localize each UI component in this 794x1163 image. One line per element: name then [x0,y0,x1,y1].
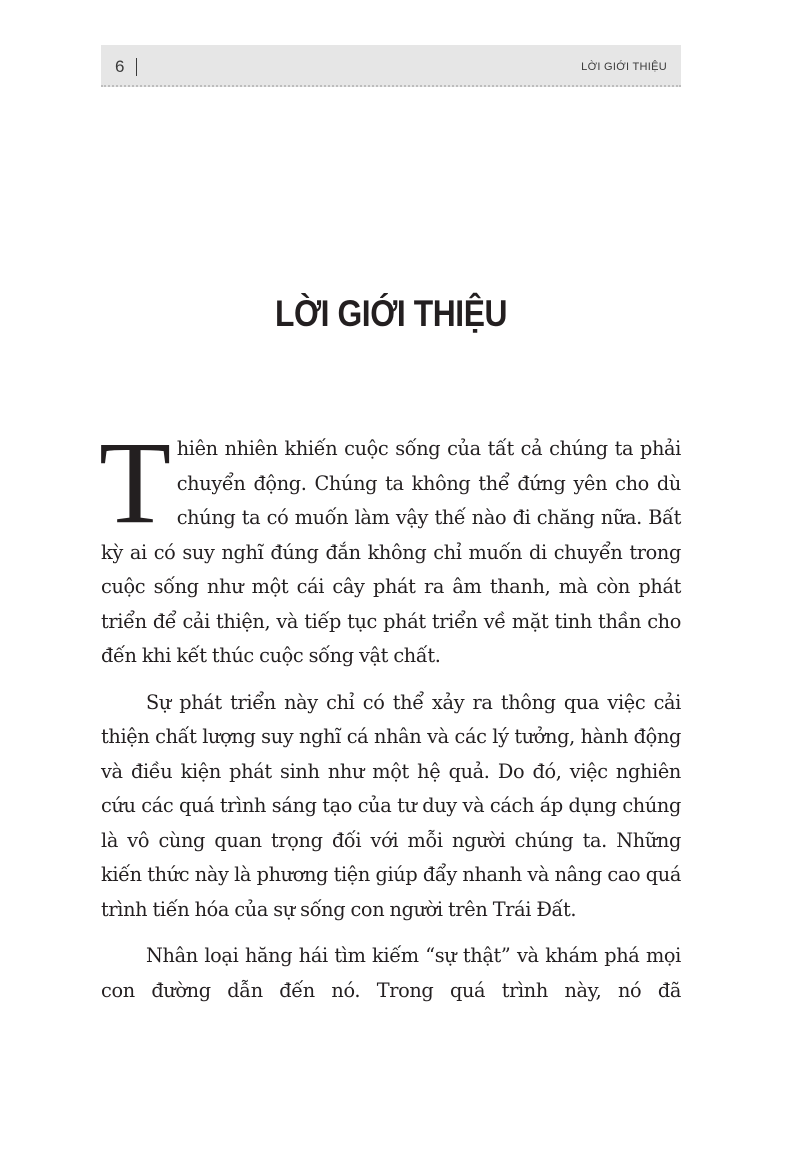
paragraph-3: Nhân loại hăng hái tìm kiếm “sự thật” và khám phá mọi con đường dẫn đến nó. Trong quá trình này, nó đã [101,944,681,1002]
paragraph-1 [99,417,681,674]
drop-cap: T [99,417,171,548]
body-text [99,417,681,1020]
paragraph-1-text: hiên nhiên khiến cuộc sống của tất cả chúng ta phải chuyển động. Chúng ta không thể đứng yên cho dù chúng ta có muốn làm vậy thế nào đi chăng nữa. Bất kỳ ai có suy nghĩ đúng đắn không chỉ muốn di chuyển trong cuộc sống như một cái cây phát ra âm thanh, mà còn phát triển để cải thiện, và tiếp tục phát triển về mặt tinh thần cho đến khi kết thúc cuộc sống vật chất. [101,437,681,667]
paragraph-2: Sự phát triển này chỉ có thể xảy ra thông qua việc cải thiện chất lượng suy nghĩ cá nhân và các lý tưởng, hành động và điều kiện phát sinh như một hệ quả. Do đó, việc nghiên cứu các quá trình sáng tạo của tư duy và cách áp dụng chúng là vô cùng quan trọng đối với mỗi người chúng ta. Những kiến thức này là phương tiện giúp đẩy nhanh và nâng cao quá trình tiến hóa của sự sống con người trên Trái Đất. [101,690,681,921]
header-divider [136,58,137,76]
page-number: 6 [115,57,125,76]
chapter-title: LỜI GIỚI THIỆU [274,293,508,334]
running-head-title: LỜI GIỚI THIỆU [581,61,667,73]
running-header [101,45,681,87]
